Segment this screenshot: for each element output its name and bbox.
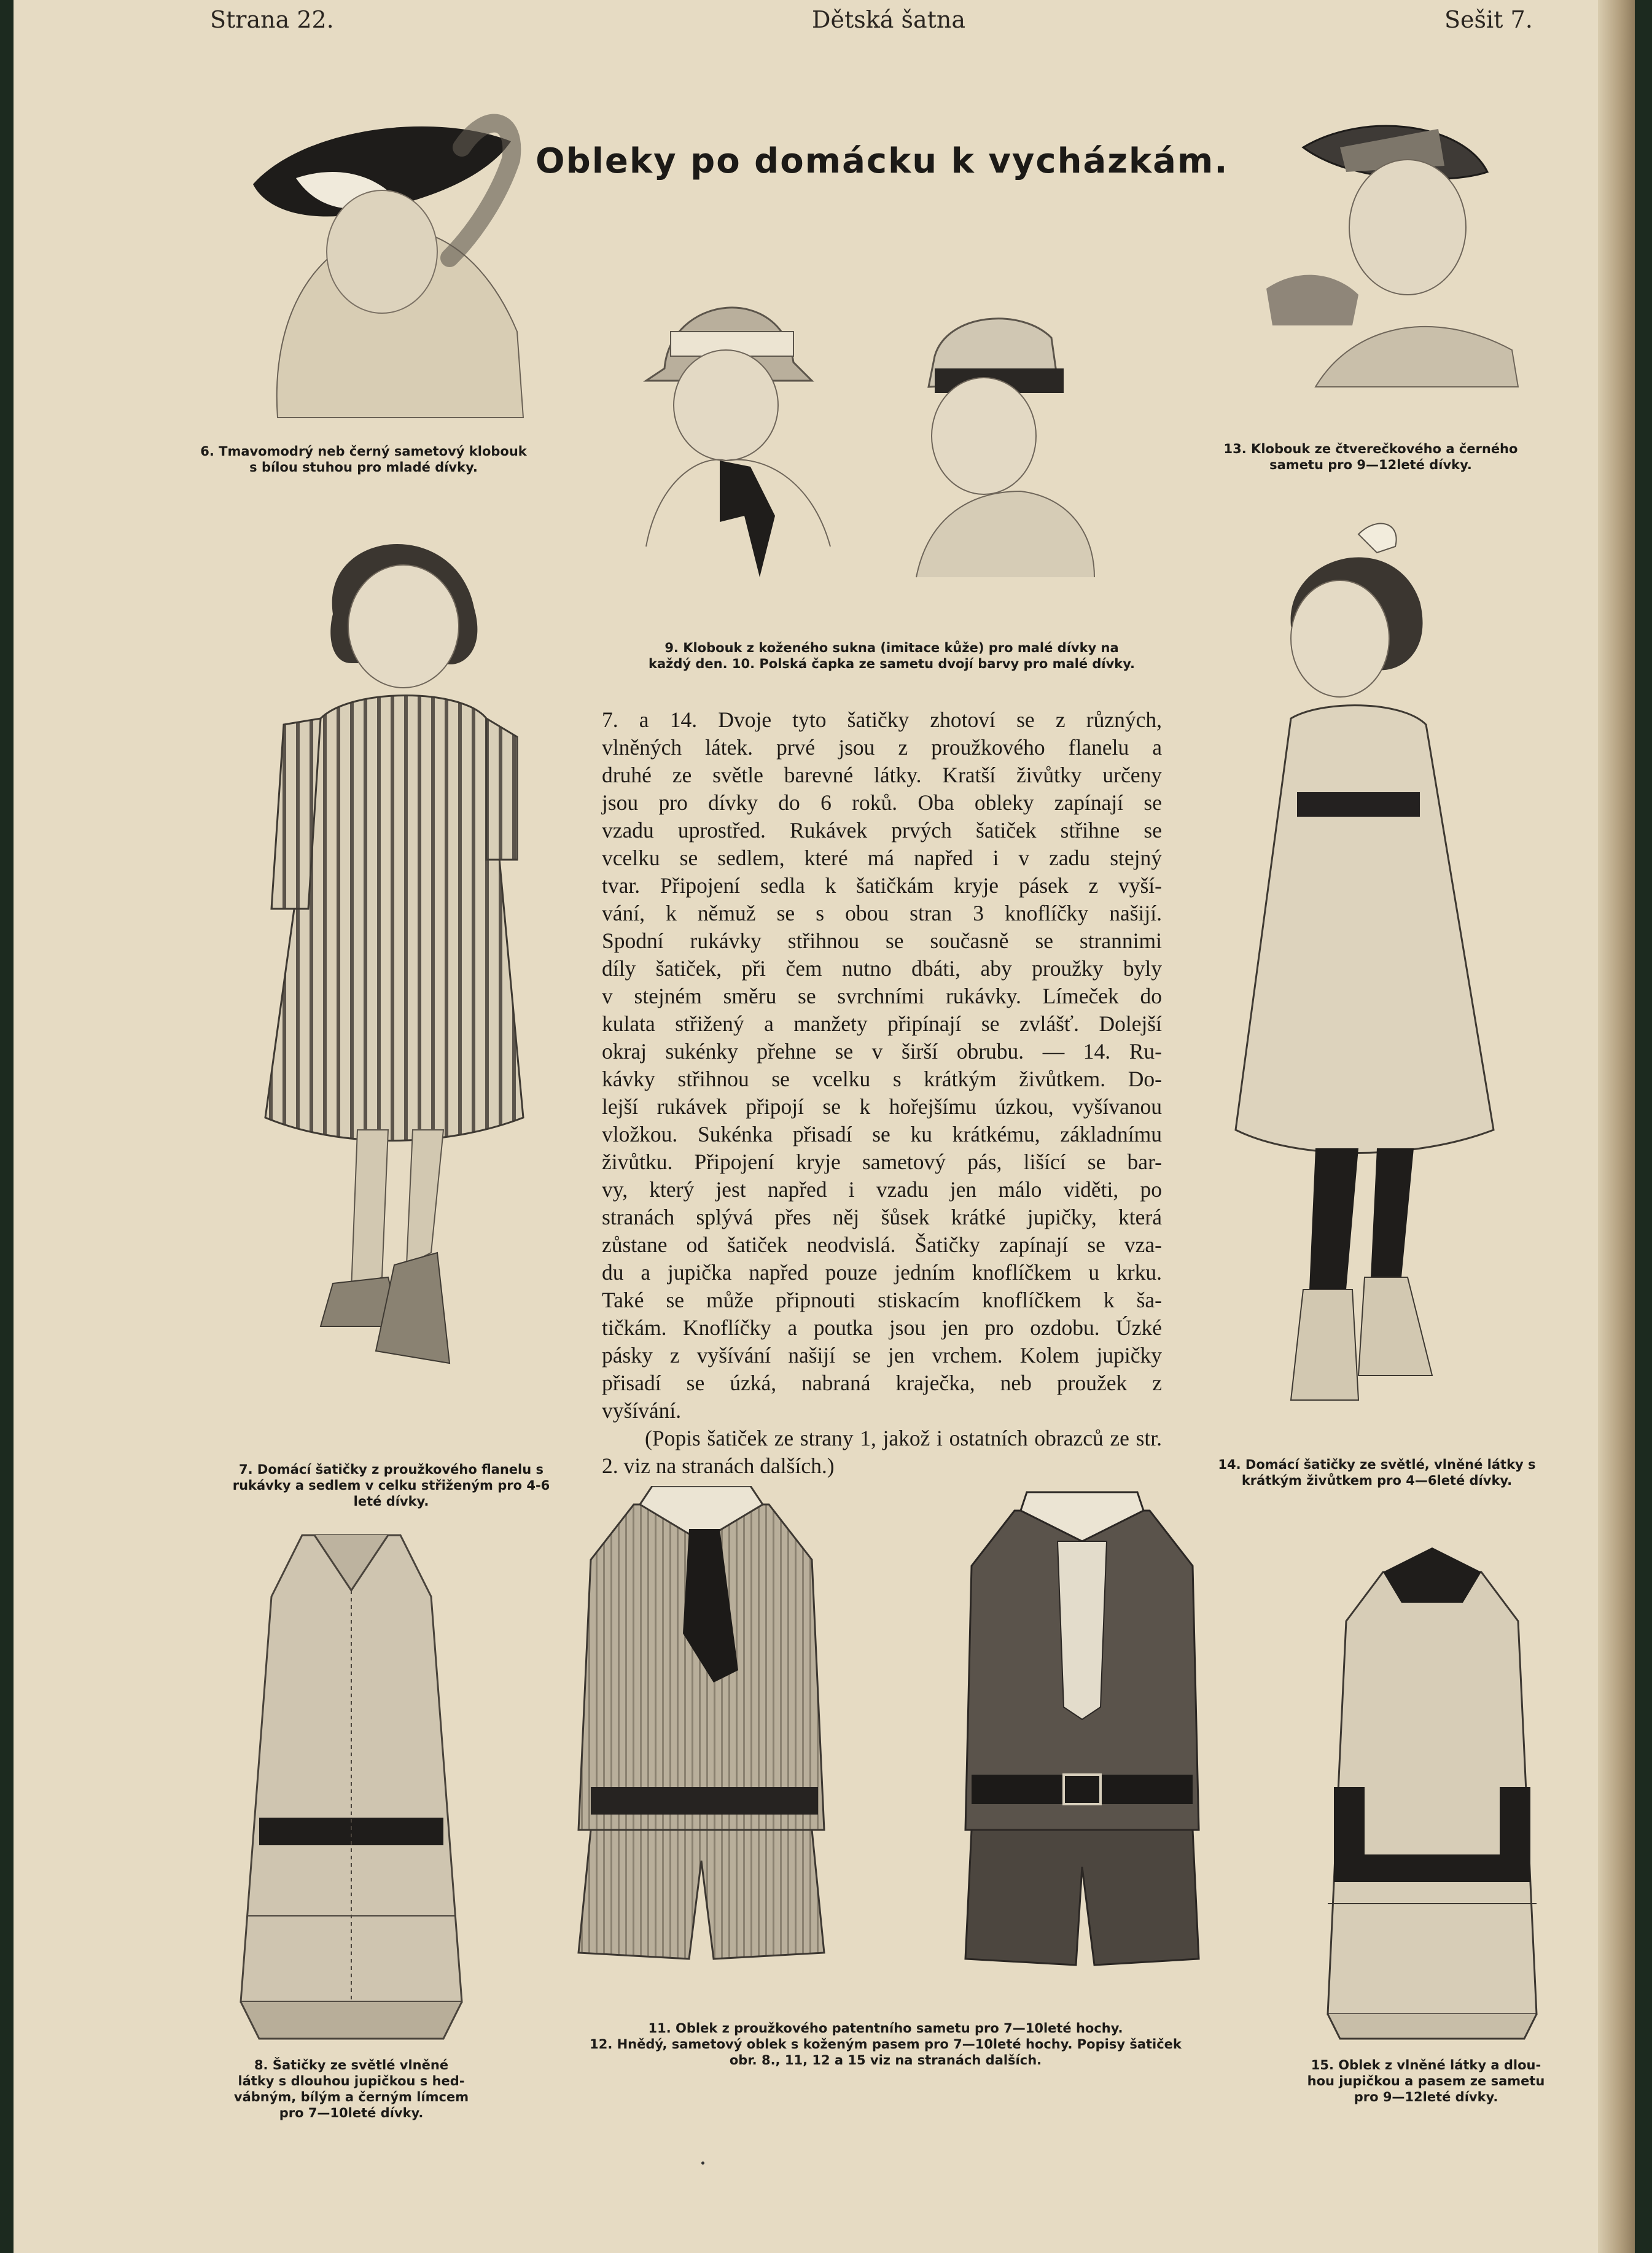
caption-line: 9. Klobouk z koženého sukna (imitace kůže) pro malé dívky na bbox=[664, 640, 1119, 655]
caption-line: sametu pro 9—12leté dívky. bbox=[1269, 457, 1472, 472]
caption-line: vábným, bílým a černým límcem bbox=[233, 2090, 469, 2104]
caption-figure-11-12 bbox=[523, 2020, 1248, 2068]
caption-line: 13. Klobouk ze čtverečkového a černého bbox=[1223, 442, 1518, 456]
caption-line: pro 9—12leté dívky. bbox=[1354, 2090, 1498, 2104]
figure-12-velvet-suit-illustration bbox=[953, 1486, 1211, 1977]
article-line: okraj sukénky přehne se v širší obrubu. — 14. Ru- bbox=[602, 1039, 1162, 1064]
article-line: druhé ze světle barevné látky. Kratší živůtky určeny bbox=[602, 763, 1162, 787]
article-line: stranách splývá přes něj šůsek krátké jupičky, která bbox=[602, 1205, 1162, 1229]
article-line: kulata střižený a manžety připínají se zvlášť. Dolejší bbox=[602, 1011, 1162, 1036]
caption-line: pro 7—10leté dívky. bbox=[279, 2106, 424, 2120]
caption-figure-7 bbox=[192, 1461, 591, 1509]
caption-line: 8. Šatičky ze světlé vlněné bbox=[254, 2058, 449, 2072]
caption-line: 6. Tmavomodrý neb černý sametový klobouk bbox=[200, 444, 527, 459]
article-line: jsou pro dívky do 6 roků. Oba obleky zapínají se bbox=[602, 790, 1162, 815]
figure-14-light-dress-illustration bbox=[1199, 516, 1518, 1437]
caption-figure-8 bbox=[198, 2057, 505, 2121]
article-line: vzadu uprostřed. Rukávek prvých šatiček střihne se bbox=[602, 818, 1162, 842]
article-line: vlněných látek. prvé jsou z proužkového flanelu a bbox=[602, 735, 1162, 760]
header-page-number: Strana 22. bbox=[210, 6, 334, 33]
figure-7-striped-dress-illustration bbox=[228, 516, 572, 1437]
article-note: (Popis šatiček ze strany 1, jakož i ostatních obrazců ze str. 2. viz na stranách dalších.) bbox=[602, 1426, 1162, 1478]
article-line: tvar. Připojení sedla k šatičkám kryje pásek z vyší- bbox=[602, 873, 1162, 898]
caption-figure-6 bbox=[192, 443, 536, 475]
article-line: zůstane od šatiček neodvislá. Šatičky zapínají se vza- bbox=[602, 1232, 1162, 1257]
caption-line: hou jupičkou a pasem ze sametu bbox=[1307, 2074, 1545, 2088]
caption-figure-15 bbox=[1266, 2057, 1586, 2105]
article-line: 7. a 14. Dvoje tyto šatičky zhotoví se z různých, bbox=[602, 707, 1162, 732]
caption-line: obr. 8., 11, 12 a 15 viz na stranách dalších. bbox=[729, 2053, 1042, 2068]
article-line: tičkám. Knoflíčky a poutka jsou jen pro ozdobu. Úzké bbox=[602, 1315, 1162, 1340]
article-line: v stejném směru se svrchními rukávky. Límeček do bbox=[602, 984, 1162, 1008]
page-edge-shadow bbox=[1598, 0, 1635, 2253]
article-line: vyšívání. bbox=[602, 1398, 682, 1423]
caption-line: leté dívky. bbox=[353, 1494, 429, 1509]
article-line: vložkou. Sukénka přisadí se ku krátkému, základnímu bbox=[602, 1122, 1162, 1146]
header-section: Dětská šatna bbox=[812, 6, 966, 33]
article-line: kávky střihnou se vcelku s krátkým živůtkem. Do- bbox=[602, 1067, 1162, 1091]
caption-line: 15. Oblek z vlněné látky a dlou- bbox=[1311, 2058, 1541, 2072]
article-body bbox=[602, 706, 1162, 1480]
header-issue: Sešit 7. bbox=[1444, 6, 1533, 33]
caption-line: rukávky a sedlem v celku střiženým pro 4-6 bbox=[232, 1478, 550, 1493]
caption-line: každý den. 10. Polská čapka ze sametu dvojí barvy pro malé dívky. bbox=[648, 656, 1135, 671]
article-line: živůtku. Připojení kryje sametový pás, lišící se bar- bbox=[602, 1150, 1162, 1174]
figure-15-coat-illustration bbox=[1315, 1535, 1549, 2045]
magazine-page bbox=[14, 0, 1635, 2253]
article-line: díly šatiček, při čem nutno dbáti, aby proužky byly bbox=[602, 956, 1162, 981]
caption-line: s bílou stuhou pro mladé dívky. bbox=[249, 460, 478, 475]
figure-6-hat-illustration bbox=[228, 74, 548, 430]
caption-line: krátkým živůtkem pro 4—6leté dívky. bbox=[1241, 1473, 1513, 1488]
figure-9-10-caps-illustration bbox=[628, 258, 1107, 602]
article-line: lejší rukávek připojí se k hořejšímu úzkou, vyšívanou bbox=[602, 1094, 1162, 1119]
caption-line: 12. Hnědý, sametový oblek s koženým pasem pro 7—10leté hochy. Popisy šatiček bbox=[590, 2037, 1182, 2052]
caption-line: 11. Oblek z proužkového patentního sametu pro 7—10leté hochy. bbox=[648, 2021, 1123, 2036]
article-line: vání, k němuž se s obou stran 3 knoflíčky našijí. bbox=[602, 901, 1162, 925]
page-title: Obleky po domácku k vycházkám. bbox=[536, 141, 1229, 181]
figure-11-striped-suit-illustration bbox=[566, 1486, 836, 1971]
article-line: Také se může připnouti stiskacím knoflíčkem k ša- bbox=[602, 1288, 1162, 1312]
page-dot bbox=[701, 2162, 704, 2165]
article-line: vy, který jest napřed i vzadu jen málo viděti, po bbox=[602, 1177, 1162, 1202]
article-line: Spodní rukávky střihnou se současně se strannimi bbox=[602, 928, 1162, 953]
caption-figure-14 bbox=[1180, 1457, 1573, 1488]
caption-line: 7. Domácí šatičky z proužkového flanelu s bbox=[239, 1462, 544, 1477]
caption-line: 14. Domácí šatičky ze světlé, vlněné látky s bbox=[1218, 1457, 1536, 1472]
article-line: vcelku se sedlem, které má napřed i v zadu stejný bbox=[602, 846, 1162, 870]
article-line: pásky z vyšívání našijí se jen vrchem. Kolem jupičky bbox=[602, 1343, 1162, 1368]
caption-line: látky s dlouhou jupičkou s hed- bbox=[238, 2074, 465, 2088]
caption-figure-9-10 bbox=[585, 640, 1199, 672]
figure-13-hat-illustration bbox=[1229, 92, 1537, 399]
figure-8-coat-illustration bbox=[222, 1523, 480, 2045]
article-line: přisadí se úzká, nabraná kraječka, neb proužek z bbox=[602, 1371, 1162, 1395]
article-line: du a jupička napřed pouze jedním knoflíčkem u krku. bbox=[602, 1260, 1162, 1285]
caption-figure-13 bbox=[1180, 441, 1561, 473]
